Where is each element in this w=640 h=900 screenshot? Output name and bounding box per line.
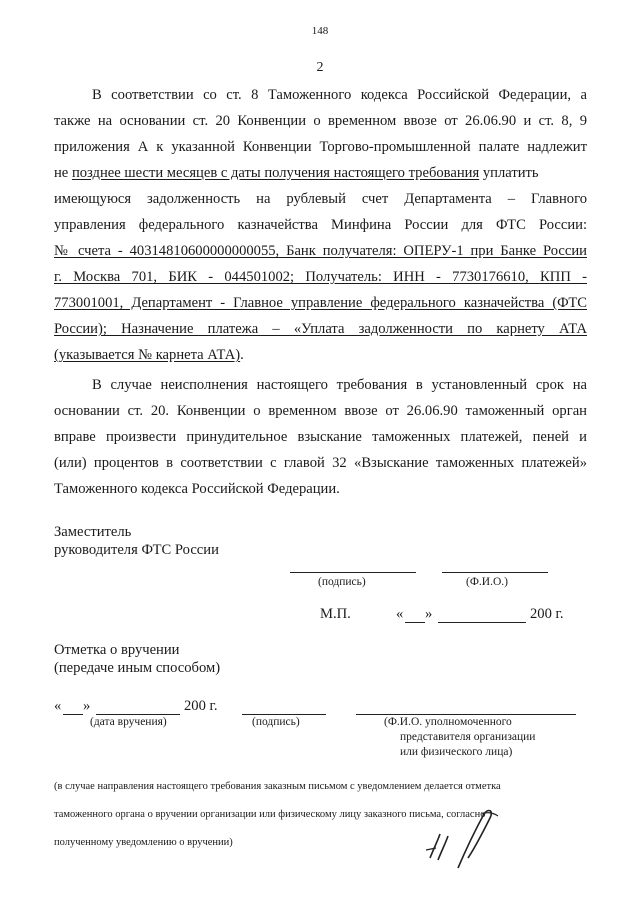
footnote-line: (в случае направления настоящего требования заказным письмом с уведомлением делается отметка xyxy=(54,781,501,792)
signatory-title: Заместитель xyxy=(54,524,132,540)
month-blank xyxy=(438,622,526,623)
representative-caption: (Ф.И.О. уполномоченного xyxy=(384,716,512,728)
text-prefix: не xyxy=(54,165,69,181)
paragraph-line: также на основании ст. 20 Конвенции о временном ввозе от 26.06.90 и ст. 8, 9 xyxy=(54,113,587,129)
sheet-number: 2 xyxy=(316,60,324,75)
signature-caption: (подпись) xyxy=(318,576,366,588)
delivery-date-close-quote: » xyxy=(83,698,91,714)
representative-caption: представителя организации xyxy=(400,731,536,743)
carnet-note: (указывается № карнета АТА) xyxy=(54,347,241,363)
paragraph-line: В случае неисполнения настоящего требования в установленный срок на xyxy=(92,377,587,393)
delivery-date-open-quote: « xyxy=(54,698,62,714)
deadline-text: позднее шести месяцев с даты получения настоящего требования xyxy=(71,165,480,181)
year-label: 200 г. xyxy=(530,606,564,622)
paragraph-line xyxy=(92,86,587,104)
footnote-line: таможенного органа о вручении организации или физическому лицу заказного письма, согласно xyxy=(54,809,486,820)
delivery-year-label: 200 г. xyxy=(184,698,218,714)
handwritten-initials xyxy=(412,806,522,876)
paragraph-line: (или) процентов в соответствии с главой 32 «Взыскание таможенных платежей» xyxy=(54,455,587,471)
payment-line: г. Москва 701, БИК - 044501002; Получатель: ИНН - 7730176610, КПП - xyxy=(54,269,587,285)
payment-line: № счета - 40314810600000000055, Банк получателя: ОПЕРУ-1 при Банке России xyxy=(54,243,587,259)
name-line xyxy=(442,572,548,573)
delivery-day-blank xyxy=(63,714,83,715)
delivery-month-blank xyxy=(96,714,180,715)
text-period: . xyxy=(240,347,244,363)
payment-line-last xyxy=(54,346,587,364)
representative-caption: или физического лица) xyxy=(400,746,513,758)
payment-line: России); Назначение платежа – «Уплата задолженности по карнету АТА xyxy=(54,321,587,337)
day-blank xyxy=(405,622,425,623)
footnote-line: полученному уведомлению о вручении) xyxy=(54,837,233,848)
text-suffix: уплатить xyxy=(482,165,539,181)
name-caption: (Ф.И.О.) xyxy=(466,576,508,588)
delivery-signature-caption: (подпись) xyxy=(252,716,300,728)
page-number: 148 xyxy=(311,25,329,37)
delivery-date-caption: (дата вручения) xyxy=(90,716,167,728)
representative-line xyxy=(356,714,576,715)
date-close-quote: » xyxy=(425,606,433,622)
delivery-title: Отметка о вручении xyxy=(54,642,180,658)
paragraph-line: управления федерального казначейства Минфина России для ФТС России: xyxy=(54,217,587,233)
paragraph-line: основании ст. 20. Конвенции о временном ввозе от 26.06.90 таможенный орган xyxy=(54,403,587,419)
text-line: В соответствии со ст. 8 Таможенного кодекса Российской Федерации, а xyxy=(92,87,587,103)
signature-line xyxy=(290,572,416,573)
date-open-quote: « xyxy=(396,606,404,622)
paragraph-line: приложения А к указанной Конвенции Торгово-промышленной палате надлежит xyxy=(54,139,587,155)
paragraph-line: Таможенного кодекса Российской Федерации. xyxy=(54,481,340,497)
paragraph-line: имеющуюся задолженность на рублевый счет Департамента – Главного xyxy=(54,191,587,207)
paragraph-line-deadline xyxy=(54,164,587,182)
seal-label: М.П. xyxy=(320,606,351,622)
signatory-position: руководителя ФТС России xyxy=(54,542,219,558)
delivery-subtitle: (передаче иным способом) xyxy=(54,660,221,676)
paragraph-line: вправе произвести принудительное взыскание таможенных платежей, пеней и xyxy=(54,429,587,445)
delivery-signature-line xyxy=(242,714,326,715)
payment-line: 773001001, Департамент - Главное управление федерального казначейства (ФТС xyxy=(54,295,587,311)
